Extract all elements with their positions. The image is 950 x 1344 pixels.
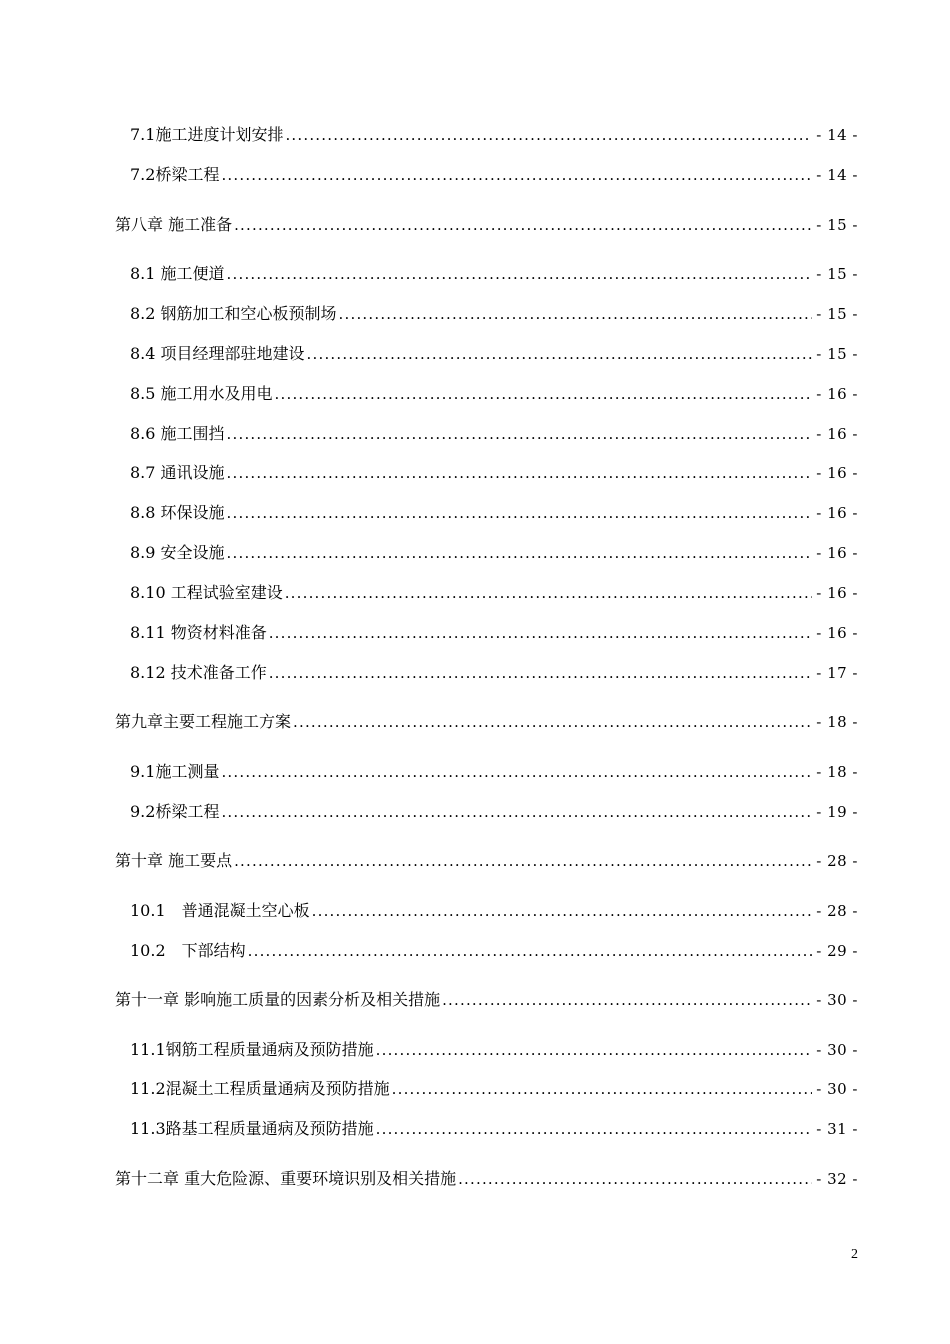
toc-entry-page: - 16 -	[816, 504, 858, 522]
toc-dot-leader	[227, 264, 813, 284]
toc-entry-page: - 14 -	[816, 166, 858, 184]
toc-entry-title: 11.1钢筋工程质量通病及预防措施	[130, 1040, 374, 1059]
toc-entry-page: - 32 -	[816, 1170, 858, 1188]
toc-entry-page: - 30 -	[816, 991, 858, 1009]
toc-entry-8-12[interactable]	[130, 659, 858, 683]
toc-entry-title: 8.11 物资材料准备	[130, 623, 267, 642]
toc-dot-leader	[458, 1169, 812, 1189]
toc-entry-title: 8.4 项目经理部驻地建设	[130, 344, 305, 363]
toc-chapter-title: 第十一章 影响施工质量的因素分析及相关措施	[115, 990, 441, 1009]
toc-entry-title: 7.1施工进度计划安排	[130, 125, 284, 144]
toc-entry-page: - 19 -	[816, 803, 858, 821]
toc-entry-title: 8.2 钢筋加工和空心板预制场	[130, 304, 337, 323]
toc-dot-leader	[269, 623, 813, 643]
toc-dot-leader	[376, 1119, 813, 1139]
toc-entry-8-6[interactable]	[130, 420, 858, 444]
toc-entry-title: 8.7 通讯设施	[130, 463, 225, 482]
toc-dot-leader	[285, 125, 812, 145]
toc-entry-11-2[interactable]	[130, 1075, 858, 1099]
toc-entry-7-2[interactable]	[130, 161, 858, 185]
toc-entry-8-7[interactable]	[130, 459, 858, 483]
toc-entry-title: 10.1 普通混凝土空心板	[130, 901, 310, 920]
toc-entry-page: - 15 -	[816, 345, 858, 363]
toc-entry-8-2[interactable]	[130, 300, 858, 324]
toc-entry-page: - 16 -	[816, 425, 858, 443]
toc-entry-title: 8.5 施工用水及用电	[130, 384, 273, 403]
toc-chapter-title: 第十章 施工要点	[115, 851, 233, 870]
toc-entry-page: - 29 -	[816, 942, 858, 960]
toc-dot-leader	[392, 1079, 813, 1099]
toc-entry-title: 9.2桥梁工程	[130, 802, 220, 821]
toc-dot-leader	[221, 165, 812, 185]
toc-entry-page: - 16 -	[816, 624, 858, 642]
toc-dot-leader	[248, 941, 813, 961]
toc-entry-10-1[interactable]	[130, 897, 858, 921]
toc-entry-page: - 30 -	[816, 1080, 858, 1098]
toc-entry-page: - 16 -	[816, 584, 858, 602]
toc-dot-leader	[376, 1040, 813, 1060]
toc-entry-page: - 30 -	[816, 1041, 858, 1059]
toc-entry-page: - 28 -	[816, 852, 858, 870]
toc-chapter-10[interactable]	[115, 847, 858, 871]
toc-dot-leader	[227, 424, 813, 444]
toc-entry-title: 11.2混凝土工程质量通病及预防措施	[130, 1079, 390, 1098]
toc-dot-leader	[312, 901, 813, 921]
toc-entry-title: 8.9 安全设施	[130, 543, 225, 562]
toc-dot-leader	[442, 990, 812, 1010]
toc-dot-leader	[293, 712, 812, 732]
toc-entry-8-1[interactable]	[130, 260, 858, 284]
toc-entry-page: - 16 -	[816, 544, 858, 562]
toc-dot-leader	[275, 384, 813, 404]
toc-entry-page: - 18 -	[816, 763, 858, 781]
toc-entry-8-10[interactable]	[130, 579, 858, 603]
toc-entry-8-11[interactable]	[130, 619, 858, 643]
toc-entry-page: - 15 -	[816, 216, 858, 234]
toc-dot-leader	[227, 463, 813, 483]
toc-dot-leader	[227, 503, 813, 523]
toc-entry-title: 10.2 下部结构	[130, 941, 246, 960]
toc-entry-9-1[interactable]	[130, 758, 858, 782]
toc-entry-page: - 17 -	[816, 664, 858, 682]
toc-dot-leader	[307, 344, 813, 364]
toc-entry-11-1[interactable]	[130, 1036, 858, 1060]
toc-entry-8-5[interactable]	[130, 380, 858, 404]
toc-entry-11-3[interactable]	[130, 1115, 858, 1139]
toc-dot-leader	[269, 663, 813, 683]
toc-dot-leader	[221, 762, 812, 782]
toc-entry-title: 8.6 施工围挡	[130, 424, 225, 443]
toc-entry-title: 7.2桥梁工程	[130, 165, 220, 184]
toc-entry-title: 8.8 环保设施	[130, 503, 225, 522]
toc-entry-page: - 15 -	[816, 265, 858, 283]
toc-entry-title: 8.10 工程试验室建设	[130, 583, 283, 602]
toc-entry-8-9[interactable]	[130, 539, 858, 563]
toc-entry-title: 8.1 施工便道	[130, 264, 225, 283]
toc-dot-leader	[221, 802, 812, 822]
toc-entry-7-1[interactable]	[130, 121, 858, 145]
toc-entry-title: 9.1施工测量	[130, 762, 220, 781]
toc-entry-page: - 16 -	[816, 385, 858, 403]
toc-entry-page: - 16 -	[816, 464, 858, 482]
toc-chapter-11[interactable]	[115, 986, 858, 1010]
toc-entry-page: - 15 -	[816, 305, 858, 323]
toc-entry-page: - 18 -	[816, 713, 858, 731]
toc-entry-page: - 28 -	[816, 902, 858, 920]
toc-entry-8-4[interactable]	[130, 340, 858, 364]
toc-chapter-12[interactable]	[115, 1165, 858, 1189]
toc-dot-leader	[234, 215, 812, 235]
toc-dot-leader	[234, 851, 812, 871]
toc-chapter-9[interactable]	[115, 708, 858, 732]
toc-dot-leader	[227, 543, 813, 563]
toc-entry-title: 11.3路基工程质量通病及预防措施	[130, 1119, 374, 1138]
toc-chapter-8[interactable]	[115, 211, 858, 235]
toc-dot-leader	[339, 304, 813, 324]
toc-entry-9-2[interactable]	[130, 798, 858, 822]
toc-chapter-title: 第十二章 重大危险源、重要环境识别及相关措施	[115, 1169, 457, 1188]
toc-entry-10-2[interactable]	[130, 937, 858, 961]
toc-entry-title: 8.12 技术准备工作	[130, 663, 267, 682]
toc-entry-8-8[interactable]	[130, 499, 858, 523]
page-number: 2	[851, 1247, 858, 1262]
toc-chapter-title: 第九章主要工程施工方案	[115, 712, 292, 731]
toc-chapter-title: 第八章 施工准备	[115, 215, 233, 234]
toc-entry-page: - 14 -	[816, 126, 858, 144]
toc-dot-leader	[285, 583, 813, 603]
toc-entry-page: - 31 -	[816, 1120, 858, 1138]
